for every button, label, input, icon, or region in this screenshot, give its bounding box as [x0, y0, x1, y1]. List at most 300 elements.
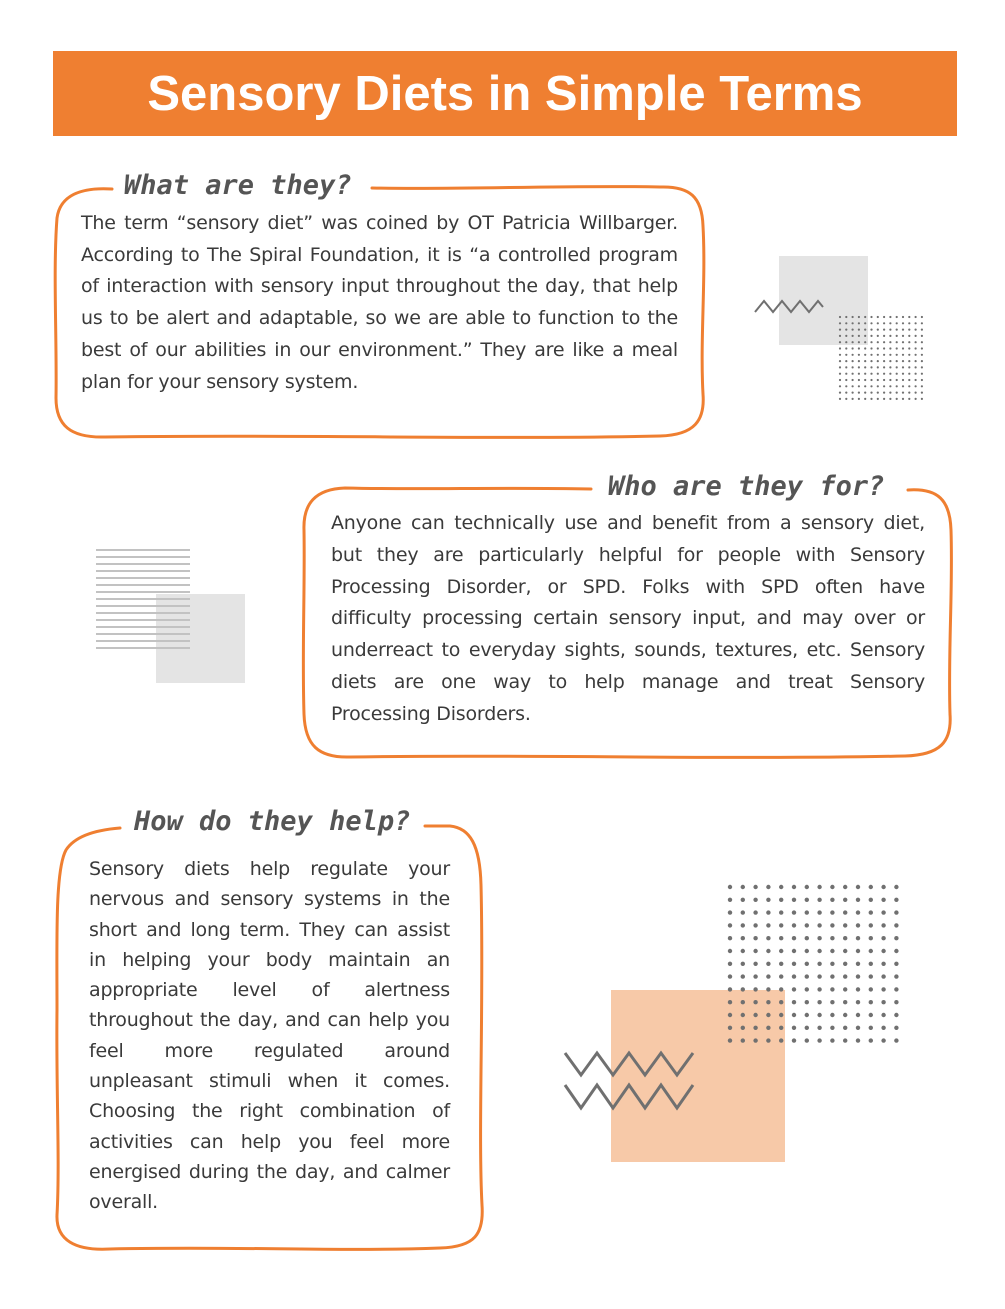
- dot: [894, 885, 898, 889]
- peach-square: [611, 990, 785, 1162]
- dot: [883, 373, 885, 375]
- dot: [889, 347, 891, 349]
- dot: [864, 316, 866, 318]
- dot: [896, 360, 898, 362]
- dot: [908, 366, 910, 368]
- dot: [766, 1000, 770, 1004]
- dot: [921, 366, 923, 368]
- dot: [728, 898, 732, 902]
- dot: [883, 347, 885, 349]
- dot: [881, 923, 885, 927]
- dot: [792, 974, 796, 978]
- dot: [908, 379, 910, 381]
- dot: [856, 923, 860, 927]
- dot: [881, 936, 885, 940]
- dot: [877, 316, 879, 318]
- dot: [896, 316, 898, 318]
- dot: [753, 1013, 757, 1017]
- dot: [921, 341, 923, 343]
- dot: [753, 936, 757, 940]
- dot: [779, 936, 783, 940]
- dot: [843, 987, 847, 991]
- dot: [852, 360, 854, 362]
- dot: [858, 373, 860, 375]
- dot: [883, 329, 885, 331]
- dot: [805, 1038, 809, 1042]
- dot: [889, 322, 891, 324]
- dot: [881, 987, 885, 991]
- dot: [766, 936, 770, 940]
- dot: [870, 322, 872, 324]
- dot: [753, 974, 757, 978]
- dot: [881, 898, 885, 902]
- dot: [856, 1038, 860, 1042]
- dot: [856, 898, 860, 902]
- dot: [902, 366, 904, 368]
- dot: [792, 1026, 796, 1030]
- dot: [870, 392, 872, 394]
- dot: [902, 360, 904, 362]
- dot: [858, 316, 860, 318]
- dot: [902, 322, 904, 324]
- dot: [894, 1026, 898, 1030]
- dot: [881, 885, 885, 889]
- dot: [830, 885, 834, 889]
- dot: [921, 373, 923, 375]
- dot: [889, 316, 891, 318]
- dot: [839, 341, 841, 343]
- dot: [864, 373, 866, 375]
- dot: [881, 1026, 885, 1030]
- dot: [864, 329, 866, 331]
- dot: [852, 392, 854, 394]
- dot: [839, 354, 841, 356]
- dot: [889, 329, 891, 331]
- dot: [883, 354, 885, 356]
- dot: [779, 923, 783, 927]
- dot: [766, 987, 770, 991]
- dot: [902, 329, 904, 331]
- dot: [766, 910, 770, 914]
- dot: [753, 949, 757, 953]
- dot: [741, 1000, 745, 1004]
- dot: [830, 1026, 834, 1030]
- dot: [779, 885, 783, 889]
- dot: [817, 962, 821, 966]
- dot: [864, 379, 866, 381]
- dot: [870, 341, 872, 343]
- dot: [753, 1038, 757, 1042]
- dot: [843, 885, 847, 889]
- dot: [869, 936, 873, 940]
- dot: [753, 910, 757, 914]
- dot: [830, 1000, 834, 1004]
- section-body-what: The term “sensory diet” was coined by OT Patricia Willbarger. According to The Spiral Foundation, it is “a controlled program of interaction with sensory input throughout the day, that help us to be alert and adaptable, so we are able to function to the best of our abilities in our environment.” They are like a meal plan for your sensory system.: [81, 212, 678, 393]
- section-heading-how: How do they help?: [134, 806, 411, 837]
- dot: [852, 385, 854, 387]
- dot: [805, 923, 809, 927]
- dot: [852, 341, 854, 343]
- dot: [883, 385, 885, 387]
- dot: [896, 329, 898, 331]
- horizontal-lines: [96, 550, 190, 648]
- section-body-who: Anyone can technically use and benefit from a sensory diet, but they are particularly helpful for people with Sensory Processing Disorder, or SPD. Folks with SPD often have difficulty processing certain sensory input, and may over or underreact to everyday sights, sounds, textures, etc. Sensory diets are one way to help manage and treat Sensory Processing Disorders.: [331, 512, 925, 725]
- dot: [896, 354, 898, 356]
- dot: [753, 923, 757, 927]
- section-heading-who: Who are they for?: [608, 471, 885, 502]
- dot: [921, 322, 923, 324]
- dot: [792, 923, 796, 927]
- dot: [908, 354, 910, 356]
- dot: [845, 329, 847, 331]
- dot: [843, 1000, 847, 1004]
- dot: [817, 885, 821, 889]
- dot: [852, 379, 854, 381]
- dot: [902, 347, 904, 349]
- dot: [908, 347, 910, 349]
- dot: [908, 398, 910, 400]
- dot: [921, 360, 923, 362]
- dot: [894, 949, 898, 953]
- dot: [870, 335, 872, 337]
- gray-square: [779, 256, 868, 345]
- dot: [856, 962, 860, 966]
- dot: [869, 910, 873, 914]
- dot: [766, 974, 770, 978]
- dot: [869, 974, 873, 978]
- dot: [856, 936, 860, 940]
- dot: [870, 354, 872, 356]
- dot: [915, 335, 917, 337]
- dot: [896, 379, 898, 381]
- gray-square: [156, 594, 245, 683]
- dot: [896, 322, 898, 324]
- dot: [877, 366, 879, 368]
- dot: [766, 949, 770, 953]
- dot: [852, 398, 854, 400]
- dot: [894, 936, 898, 940]
- page-title: Sensory Diets in Simple Terms: [53, 51, 957, 136]
- dot: [870, 329, 872, 331]
- dot: [908, 335, 910, 337]
- dot: [843, 936, 847, 940]
- dot: [805, 974, 809, 978]
- dot: [877, 347, 879, 349]
- dot: [864, 392, 866, 394]
- dot: [915, 398, 917, 400]
- dot: [830, 898, 834, 902]
- dot: [839, 392, 841, 394]
- dot: [779, 949, 783, 953]
- dot: [902, 379, 904, 381]
- dot: [921, 354, 923, 356]
- dot: [858, 366, 860, 368]
- dot: [896, 341, 898, 343]
- dot: [766, 962, 770, 966]
- dot: [902, 385, 904, 387]
- dot: [877, 341, 879, 343]
- dot: [896, 335, 898, 337]
- dot: [805, 1000, 809, 1004]
- dot: [779, 962, 783, 966]
- dot: [869, 885, 873, 889]
- dot: [817, 1013, 821, 1017]
- dot: [870, 398, 872, 400]
- dot: [852, 373, 854, 375]
- dot: [858, 354, 860, 356]
- dot: [741, 1026, 745, 1030]
- dot: [921, 329, 923, 331]
- dot: [889, 341, 891, 343]
- dot: [845, 347, 847, 349]
- dot: [817, 898, 821, 902]
- dot: [856, 910, 860, 914]
- dot: [877, 398, 879, 400]
- dot: [870, 347, 872, 349]
- dot: [856, 1026, 860, 1030]
- dot: [843, 910, 847, 914]
- dot: [817, 923, 821, 927]
- dot: [894, 962, 898, 966]
- dot: [856, 974, 860, 978]
- dot: [805, 987, 809, 991]
- dot: [883, 392, 885, 394]
- dot: [883, 366, 885, 368]
- dot: [830, 936, 834, 940]
- dot: [858, 329, 860, 331]
- dot: [805, 1026, 809, 1030]
- dot: [817, 1038, 821, 1042]
- dot: [902, 335, 904, 337]
- dot: [792, 987, 796, 991]
- dot: [921, 379, 923, 381]
- dot: [889, 354, 891, 356]
- dot: [858, 392, 860, 394]
- dot: [902, 373, 904, 375]
- dot: [889, 379, 891, 381]
- dot: [728, 923, 732, 927]
- dot: [902, 392, 904, 394]
- dot: [889, 385, 891, 387]
- dot: [792, 1013, 796, 1017]
- dot: [894, 1013, 898, 1017]
- dot: [858, 322, 860, 324]
- dot: [845, 335, 847, 337]
- dot: [869, 949, 873, 953]
- dot: [858, 341, 860, 343]
- dot: [830, 923, 834, 927]
- dot: [915, 392, 917, 394]
- dot: [728, 885, 732, 889]
- dot: [753, 962, 757, 966]
- dot: [843, 962, 847, 966]
- dot: [728, 1026, 732, 1030]
- dot: [830, 987, 834, 991]
- dot: [741, 1038, 745, 1042]
- dot: [870, 385, 872, 387]
- dot: [741, 936, 745, 940]
- dot: [908, 373, 910, 375]
- dot: [852, 347, 854, 349]
- dot: [753, 987, 757, 991]
- section-body-how: Sensory diets help regulate your nervous and sensory systems in the short and long term. They can assist in helping your body maintain an appropriate level of alertness throughout the day, and can help you feel more regulated around unpleasant stimuli when it comes. Choosing the right combination of activities can help you feel more energised during the day, and calmer overall.: [89, 858, 450, 1214]
- dot: [779, 910, 783, 914]
- dot: [915, 373, 917, 375]
- dot: [896, 373, 898, 375]
- dot: [856, 1000, 860, 1004]
- dot: [792, 898, 796, 902]
- dot: [908, 385, 910, 387]
- dot: [870, 366, 872, 368]
- dot: [883, 335, 885, 337]
- dot: [753, 898, 757, 902]
- dot: [877, 335, 879, 337]
- dot: [753, 885, 757, 889]
- dot: [843, 1026, 847, 1030]
- dot: [817, 974, 821, 978]
- dot: [883, 341, 885, 343]
- dot: [877, 329, 879, 331]
- dot: [869, 962, 873, 966]
- dot: [864, 385, 866, 387]
- dot: [779, 1000, 783, 1004]
- dot: [921, 347, 923, 349]
- dot: [883, 360, 885, 362]
- dot: [870, 379, 872, 381]
- dot: [779, 974, 783, 978]
- dot: [728, 1000, 732, 1004]
- dot: [889, 366, 891, 368]
- lines-square-decoration: [90, 540, 255, 690]
- dot: [894, 1000, 898, 1004]
- dot: [869, 1026, 873, 1030]
- dot: [881, 910, 885, 914]
- dot: [845, 341, 847, 343]
- dot: [864, 366, 866, 368]
- dot: [896, 392, 898, 394]
- dot: [921, 335, 923, 337]
- dot: [858, 335, 860, 337]
- dot: [779, 1038, 783, 1042]
- dot: [902, 341, 904, 343]
- dot: [864, 322, 866, 324]
- dot: [915, 366, 917, 368]
- dot: [896, 347, 898, 349]
- dot: [852, 335, 854, 337]
- dot: [921, 398, 923, 400]
- dot: [883, 379, 885, 381]
- dot: [877, 354, 879, 356]
- dot: [858, 379, 860, 381]
- dot: [845, 360, 847, 362]
- dot: [843, 898, 847, 902]
- dot: [915, 385, 917, 387]
- dot: [766, 898, 770, 902]
- dot: [753, 1026, 757, 1030]
- dot: [792, 885, 796, 889]
- dot: [877, 385, 879, 387]
- dot: [896, 398, 898, 400]
- dot: [728, 974, 732, 978]
- dot: [741, 949, 745, 953]
- dot: [830, 1013, 834, 1017]
- dot: [805, 1013, 809, 1017]
- dot: [864, 398, 866, 400]
- dot: [728, 910, 732, 914]
- dot: [915, 379, 917, 381]
- dot: [845, 379, 847, 381]
- dot: [894, 898, 898, 902]
- dot: [889, 392, 891, 394]
- dot: [864, 341, 866, 343]
- dot: [779, 1026, 783, 1030]
- dot: [864, 360, 866, 362]
- dot: [741, 987, 745, 991]
- dot: [852, 366, 854, 368]
- dot: [805, 885, 809, 889]
- dot: [858, 398, 860, 400]
- dot: [817, 1026, 821, 1030]
- dot: [864, 354, 866, 356]
- dot: [843, 949, 847, 953]
- dot: [753, 1000, 757, 1004]
- dot: [889, 398, 891, 400]
- dot: [894, 923, 898, 927]
- dot: [894, 910, 898, 914]
- dot: [839, 335, 841, 337]
- dot: [792, 936, 796, 940]
- dot: [908, 322, 910, 324]
- dot: [843, 974, 847, 978]
- dot: [877, 373, 879, 375]
- dot: [817, 987, 821, 991]
- dot: [830, 974, 834, 978]
- dot: [839, 398, 841, 400]
- dot: [728, 987, 732, 991]
- dot: [869, 898, 873, 902]
- dot: [845, 316, 847, 318]
- dot: [881, 1038, 885, 1042]
- dot: [741, 885, 745, 889]
- dot: [766, 923, 770, 927]
- dot: [856, 885, 860, 889]
- dot: [805, 962, 809, 966]
- dot: [908, 341, 910, 343]
- dot: [881, 1013, 885, 1017]
- dot: [728, 936, 732, 940]
- dot: [766, 1013, 770, 1017]
- dot: [741, 898, 745, 902]
- dot: [845, 373, 847, 375]
- dot: [896, 385, 898, 387]
- dot: [792, 910, 796, 914]
- dot: [839, 360, 841, 362]
- dot: [864, 347, 866, 349]
- dot: [870, 373, 872, 375]
- dot: [728, 949, 732, 953]
- dot: [894, 974, 898, 978]
- dot: [915, 360, 917, 362]
- dot: [870, 360, 872, 362]
- dot: [845, 366, 847, 368]
- dot: [869, 923, 873, 927]
- dot: [902, 354, 904, 356]
- dot: [856, 987, 860, 991]
- dot: [889, 373, 891, 375]
- dot: [915, 341, 917, 343]
- dot: [881, 949, 885, 953]
- dot: [792, 962, 796, 966]
